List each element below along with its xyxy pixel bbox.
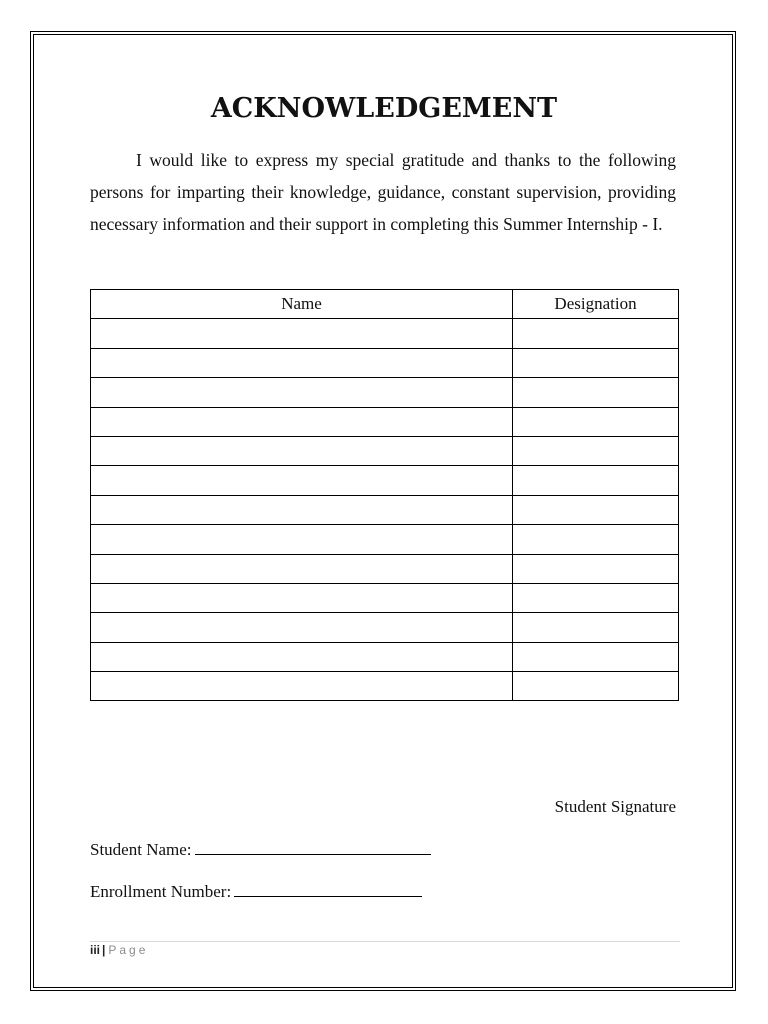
table-row [91,407,679,436]
footer-separator: | [102,943,106,957]
name-cell[interactable] [91,436,513,465]
student-name-blank[interactable] [195,842,431,855]
name-cell[interactable] [91,348,513,377]
designation-cell[interactable] [513,583,679,612]
name-cell[interactable] [91,378,513,407]
table-body [91,319,679,701]
name-cell[interactable] [91,407,513,436]
designation-cell[interactable] [513,525,679,554]
table-row [91,436,679,465]
column-header-name: Name [91,290,513,319]
name-cell[interactable] [91,672,513,701]
name-cell[interactable] [91,583,513,612]
designation-cell[interactable] [513,319,679,348]
table-row [91,466,679,495]
designation-cell[interactable] [513,495,679,524]
designation-cell[interactable] [513,466,679,495]
table-row [91,583,679,612]
designation-cell[interactable] [513,554,679,583]
designation-cell[interactable] [513,407,679,436]
table-row [91,378,679,407]
table-row [91,613,679,642]
name-cell[interactable] [91,466,513,495]
acknowledgement-paragraph: I would like to express my special gratitude and thanks to the following persons for imparting their knowledge, guidance, constant supervision, providing necessary information and their support in completing this Summer Internship - I. [90,150,676,234]
student-name-field [90,840,431,860]
page-footer [90,943,148,957]
table-row [91,495,679,524]
designation-cell[interactable] [513,642,679,671]
designation-cell[interactable] [513,378,679,407]
designation-cell[interactable] [513,672,679,701]
designation-cell[interactable] [513,613,679,642]
enrollment-number-label: Enrollment Number: [90,882,232,901]
table-row [91,642,679,671]
table-row [91,348,679,377]
acknowledgement-table [90,289,679,701]
name-cell[interactable] [91,525,513,554]
footer-divider [90,941,680,942]
student-name-label: Student Name: [90,840,192,859]
table-header-row [91,290,679,319]
enrollment-number-blank[interactable] [234,884,422,897]
name-cell[interactable] [91,613,513,642]
name-cell[interactable] [91,495,513,524]
name-cell[interactable] [91,642,513,671]
enrollment-number-field [90,882,422,902]
page-title: ACKNOWLEDGEMENT [210,93,558,124]
name-cell[interactable] [91,319,513,348]
column-header-designation: Designation [513,290,679,319]
page-number: iii [90,943,101,957]
designation-cell[interactable] [513,348,679,377]
designation-cell[interactable] [513,436,679,465]
name-cell[interactable] [91,554,513,583]
student-signature-label: Student Signature [554,797,676,816]
table-row [91,525,679,554]
table-row [91,554,679,583]
page-word: Page [108,943,149,957]
table-row [91,672,679,701]
table-row [91,319,679,348]
